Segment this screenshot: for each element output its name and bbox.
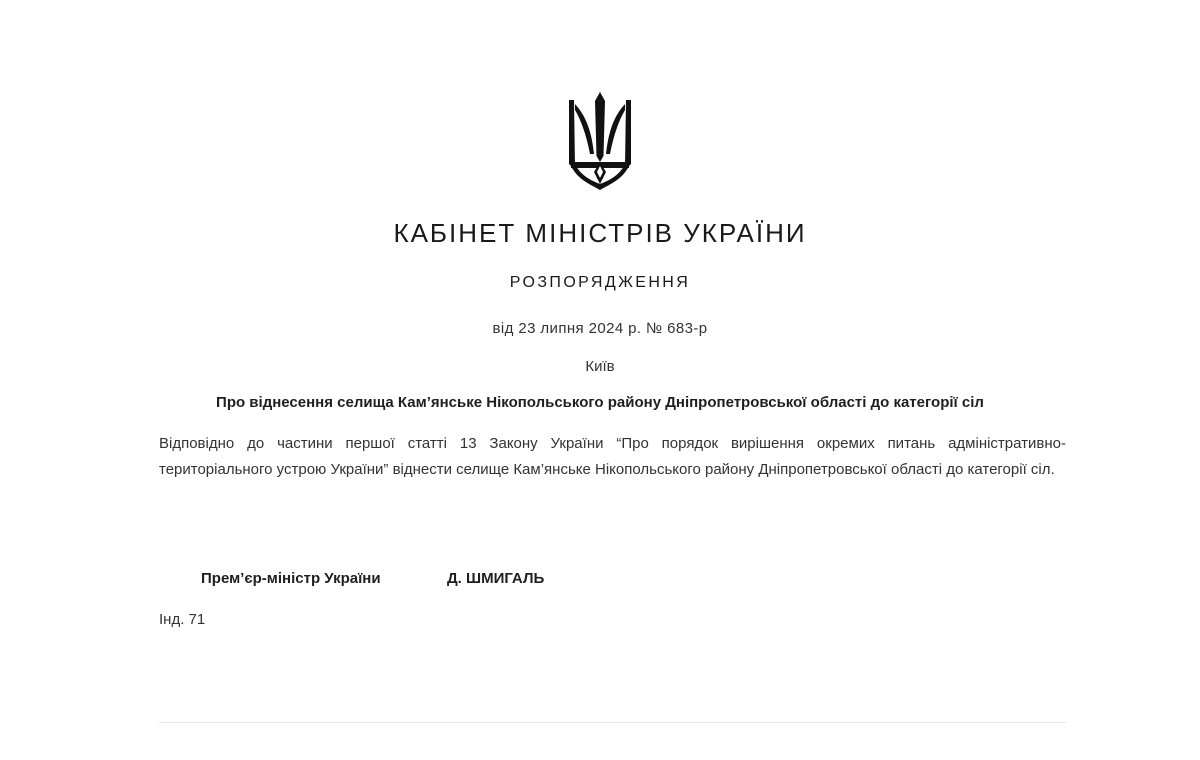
divider xyxy=(159,722,1066,723)
document-date-number: від 23 липня 2024 р. № 683-р xyxy=(492,320,708,337)
document-body: Відповідно до частини першої статті 13 Закону України “Про порядок вирішення окремих питань адміністративно-територіального устрою України” віднести селище Кам’янське Нікопольського району Дніпропетровської області до категорії сіл. xyxy=(159,435,1066,478)
trident-icon xyxy=(568,92,632,190)
signatory-role: Прем’єр-міністр України xyxy=(201,570,381,587)
document-index: Інд. 71 xyxy=(159,611,206,628)
signatory-name: Д. ШМИГАЛЬ xyxy=(447,570,545,587)
document-city: Київ xyxy=(585,358,615,375)
document-type: РОЗПОРЯДЖЕННЯ xyxy=(509,274,691,291)
organization-title: КАБІНЕТ МІНІСТРІВ УКРАЇНИ xyxy=(393,218,807,248)
signature-block xyxy=(0,570,1200,592)
document-subject: Про віднесення селища Кам’янське Нікопольського району Дніпропетровської області до категорії сіл xyxy=(216,394,984,411)
